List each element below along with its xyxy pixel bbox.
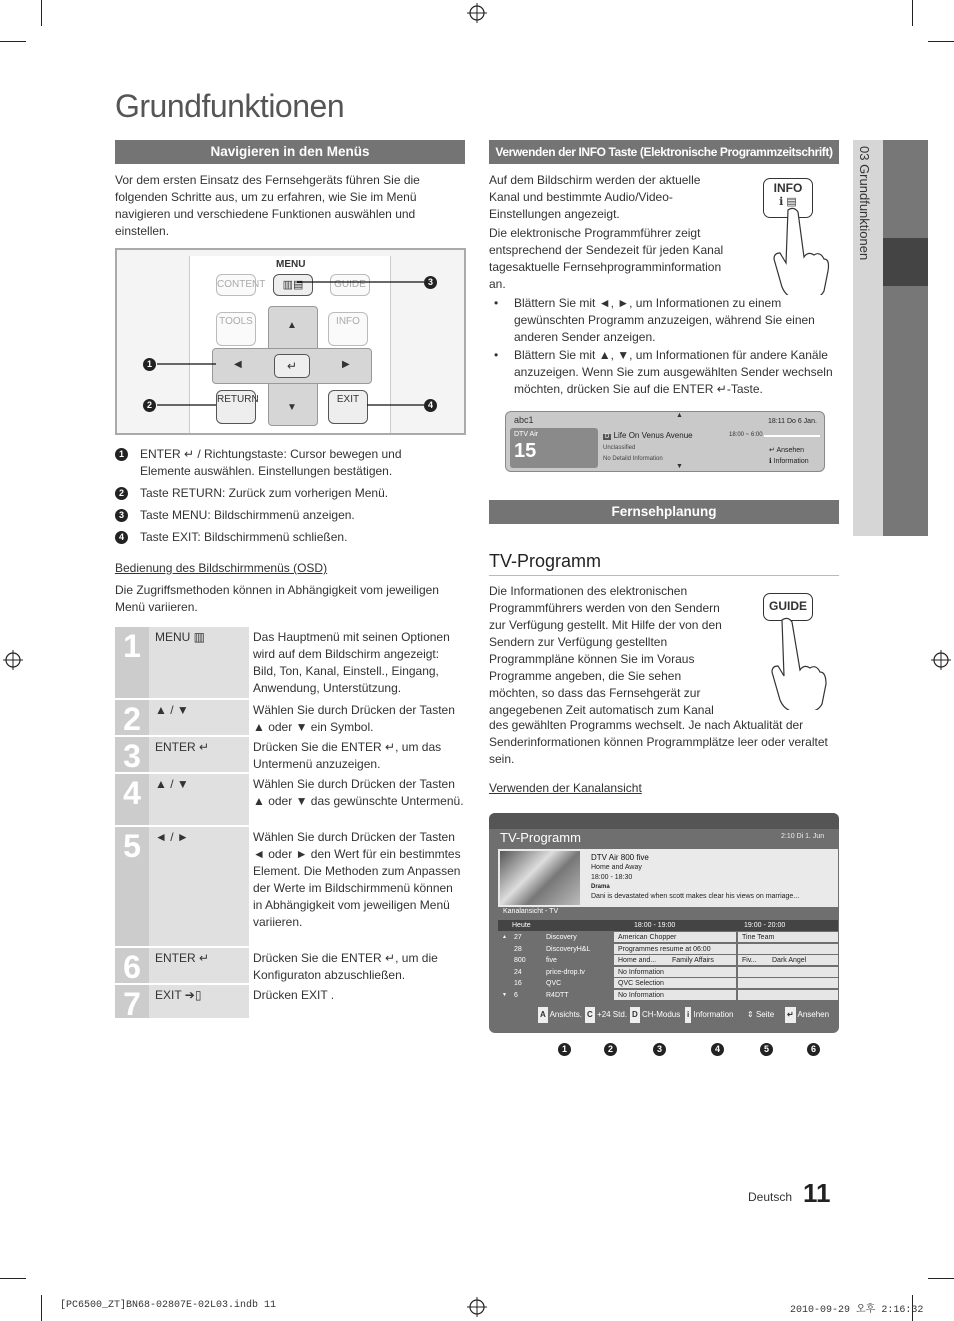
info-scroll-up-icon: ▲ xyxy=(676,412,683,419)
bullet-dot: • xyxy=(494,348,499,362)
info-channel-box xyxy=(510,428,598,468)
step-desc: Wählen Sie durch Drücken der Tasten ▲ oder ▼ ein Symbol. xyxy=(253,703,455,734)
footer-label: CH-Modus xyxy=(642,1010,681,1019)
step-row xyxy=(115,827,465,948)
legend-item xyxy=(115,446,445,482)
guide-cell[interactable] xyxy=(738,944,838,954)
info-slot: 18:00 ~ 6:00 xyxy=(729,432,763,438)
guide-row[interactable] xyxy=(498,978,838,989)
guide-row[interactable] xyxy=(498,990,838,1001)
menu-label: MENU xyxy=(276,259,306,270)
info-scroll-down-icon: ▼ xyxy=(676,463,683,470)
footer-label: +24 Std. xyxy=(597,1010,628,1019)
step-row xyxy=(115,700,465,737)
footer-label: Seite xyxy=(755,1010,775,1019)
step-desc: Wählen Sie durch Drücken der Tasten ▲ oder ▼ das gewünschte Untermenü. xyxy=(253,777,464,808)
guide-marker-5: 5 xyxy=(760,1043,773,1056)
footer-item xyxy=(585,1007,627,1023)
tools-label: TOOLS xyxy=(219,316,253,327)
registration-mark-icon xyxy=(467,1297,487,1317)
guide-row-channel: five xyxy=(546,957,557,964)
step-num: 2 xyxy=(115,700,149,735)
step-num: 5 xyxy=(115,827,149,946)
info-screen xyxy=(505,411,825,472)
guide-row-num: 28 xyxy=(514,945,522,953)
page-title: Grundfunktionen xyxy=(115,88,345,124)
osd-text: Die Zugriffsmethoden können in Abhängigkeit vom jeweiligen Menü variieren. xyxy=(115,583,439,614)
step-num: 3 xyxy=(115,737,149,772)
guide-marker-3: 3 xyxy=(653,1043,666,1056)
footer-item xyxy=(685,1007,734,1023)
dtv-icon: D xyxy=(605,434,610,440)
legend-num: 2 xyxy=(115,487,128,500)
intro-text: Vor dem ersten Einsatz des Fernsehgeräts führen Sie die folgenden Schritte aus, um zu erfahren, wie Sie im Menü navigieren und verschiedene Funktionen auswählen und einstellen. xyxy=(115,173,420,238)
registration-mark-icon xyxy=(931,650,951,670)
registration-mark-icon xyxy=(3,650,23,670)
guide-program: QVC Selection xyxy=(618,980,664,987)
guide-date: 2:10 Di 1. Jun xyxy=(781,833,825,840)
info-channel-num: 15 xyxy=(514,440,537,462)
legend-text: ENTER ↵ / Richtungstaste: Cursor bewegen und Elemente auswählen. Einstellungen bestätigen. xyxy=(140,447,402,478)
step-key: ▲ / ▼ xyxy=(149,700,249,735)
registration-mark-icon xyxy=(467,3,487,23)
enter-icon: ↵ xyxy=(785,1007,796,1023)
step-key: ENTER ↵ xyxy=(149,948,249,983)
legend-item xyxy=(115,485,445,503)
guide-prog-desc: Dani is devastated when scott makes clear his views on marriage... xyxy=(591,893,800,900)
info-icon: i xyxy=(685,1007,691,1023)
tv-heading: TV-Programm xyxy=(489,551,602,571)
guide-marker-2: 2 xyxy=(604,1043,617,1056)
crop-mark xyxy=(928,1278,954,1279)
bullet-text: Blättern Sie mit ◄, ►, um Informationen zu einem gewünschten Programm anzuzeigen, während Sie einen anderen Sender anzeigen. xyxy=(514,296,815,344)
legend-item xyxy=(115,507,445,525)
guide-marker-6: 6 xyxy=(807,1043,820,1056)
guide-button: GUIDE xyxy=(330,274,370,296)
guide-row[interactable] xyxy=(498,932,838,943)
guide-screen xyxy=(489,813,839,1033)
right-arrow-icon: ▶ xyxy=(342,359,350,370)
content-button: CONTENT xyxy=(216,274,256,296)
footer-page-number: 11 xyxy=(803,1178,831,1208)
guide-program: Family Affairs xyxy=(672,957,714,964)
step-key: EXIT ➔▯ xyxy=(149,985,249,1018)
section-title-fernsehplanung: Fernsehplanung xyxy=(489,500,839,524)
down-arrow-icon: ▼ xyxy=(287,402,297,413)
step-desc: Wählen Sie durch Drücken der Tasten ◄ oder ► den Wert für ein bestimmtes Element. Die Methoden zum Anpassen der Werte im Bildschirmmenü können in Abhängigkeit vom jeweiligen Menü variieren. xyxy=(253,830,461,929)
guide-row-num: 6 xyxy=(514,991,518,999)
info-source: DTV Air xyxy=(514,431,539,438)
bullet-2 xyxy=(494,347,839,398)
crop-mark xyxy=(41,1295,42,1321)
info-icon: ℹ ▤ xyxy=(779,196,797,208)
footer-file: [PC6500_ZT]BN68-02807E-02L03.indb 11 xyxy=(60,1300,277,1311)
legend-num: 4 xyxy=(115,531,128,544)
info-action1-label: Ansehen xyxy=(776,447,805,454)
guide-header-bar xyxy=(489,813,839,829)
guide-row-channel: R4DTT xyxy=(546,991,569,999)
step-num: 6 xyxy=(115,948,149,983)
section-title-navigation: Navigieren in den Menüs xyxy=(115,140,465,164)
return-label: RETURN xyxy=(217,394,259,405)
section-title-info: Verwenden der INFO Taste (Elektronische Programmzeitschrift) xyxy=(489,140,839,164)
step-row xyxy=(115,985,465,1020)
info-channel-name: abc1 xyxy=(514,415,534,425)
callout-lines xyxy=(117,250,466,435)
step-desc: Drücken Sie die ENTER ↵, um die Konfiguraton abzuschließen. xyxy=(253,951,438,982)
bullet-1 xyxy=(494,295,839,346)
guide-view-label: Kanalansicht - TV xyxy=(503,908,559,915)
guide-row-num: 16 xyxy=(514,980,522,987)
guide-row[interactable] xyxy=(498,967,838,978)
info-button-label: INFO xyxy=(773,181,803,195)
up-arrow-icon: ▲ xyxy=(287,320,297,331)
guide-cell[interactable] xyxy=(738,978,838,988)
step-num: 7 xyxy=(115,985,149,1018)
step-desc: Drücken Sie die ENTER ↵, um das Untermenü anzuzeigen. xyxy=(253,740,442,771)
bullet-text: Blättern Sie mit ▲, ▼, um Informationen für andere Kanäle anzuzeigen. Wenn Sie zum ausgewählten Sender wechseln möchten, drücken Sie auf die ENTER ↵-Taste. xyxy=(514,348,833,396)
guide-cell[interactable] xyxy=(738,967,838,977)
kanal-heading: Verwenden der Kanalansicht xyxy=(489,781,642,795)
guide-thumbnail xyxy=(500,851,580,905)
step-row xyxy=(115,948,465,985)
bullet-dot: • xyxy=(494,296,499,310)
sidebar-marker xyxy=(883,238,928,286)
guide-row[interactable] xyxy=(498,955,838,966)
guide-row-channel: QVC xyxy=(546,980,562,987)
scroll-down-icon: ▼ xyxy=(502,991,507,998)
legend-text: Taste RETURN: Zurück zum vorherigen Menü. xyxy=(140,486,389,500)
legend-num: 1 xyxy=(115,448,128,461)
guide-footer xyxy=(489,1007,839,1023)
guide-program: Fiv... xyxy=(742,957,757,964)
guide-col-today: Heute xyxy=(512,922,531,929)
guide-program: No Information xyxy=(618,991,664,999)
info-program xyxy=(603,431,693,440)
guide-row-channel: price-drop.tv xyxy=(546,968,585,976)
crop-mark xyxy=(41,0,42,26)
step-row xyxy=(115,737,465,774)
footer-language: Deutsch xyxy=(748,1190,793,1204)
step-row xyxy=(115,774,465,827)
tv-text-narrow: Die Informationen des elektronischen Programmführers werden von den Sendern zur Verfügung gestellt. Mit Hilfe der von den Sendern zur Verfügung gestellten Programmpläne können Sie im Voraus Programme angeben, die Sie sehen möchten, so dass das Fernsehgerät zur angegebenen Zeit automatisch zum Kanal xyxy=(489,584,722,717)
legend-item xyxy=(115,529,445,547)
guide-prog-channel: DTV Air 800 five xyxy=(591,853,649,862)
guide-program: Home and... xyxy=(618,957,657,964)
guide-prog-time: 18:00 - 18:30 xyxy=(591,874,633,881)
key-a-icon: A xyxy=(538,1007,548,1023)
guide-row-num: 24 xyxy=(514,968,522,976)
legend-text: Taste EXIT: Bildschirmmenü schließen. xyxy=(140,530,348,544)
guide-row-num: 800 xyxy=(514,957,526,964)
guide-grid-header xyxy=(498,920,838,931)
guide-program: Tine Team xyxy=(742,934,775,941)
info-action-info: ℹ Information xyxy=(769,458,809,465)
guide-button-illustration: GUIDE xyxy=(763,593,813,621)
footer-item xyxy=(785,1007,829,1023)
footer-label: Information xyxy=(693,1010,734,1019)
sidebar-label: 03 Grundfunktionen xyxy=(857,146,872,261)
info-action2-label: Information xyxy=(773,458,809,465)
tv-text-wide: des gewählten Programms wechselt. Je nach Aktualität der Senderinformationen können Programmplätze leer oder veraltet sein. xyxy=(489,718,828,766)
info-label: INFO xyxy=(336,316,360,327)
left-arrow-icon: ◀ xyxy=(234,359,242,370)
guide-prog-genre: Drama xyxy=(591,884,610,890)
info-progress-bar xyxy=(764,435,820,437)
guide-program: American Chopper xyxy=(618,934,677,941)
sidebar-strip xyxy=(883,140,928,536)
info-program-name: Life On Venus Avenue xyxy=(613,431,693,440)
guide-row-channel: Discovery xyxy=(546,934,577,941)
step-key: ENTER ↵ xyxy=(149,737,249,772)
step-desc: Das Hauptmenü mit seinen Optionen wird auf dem Bildschirm angezeigt: Bild, Ton, Kanal, Einstell., Eingang, Anwendung, Unterstützung. xyxy=(253,630,450,695)
footer-item xyxy=(747,1007,774,1023)
page-updown-icon: ⇕ xyxy=(747,1010,754,1019)
tv-heading-rule xyxy=(489,575,839,576)
info-rating: Unclassified xyxy=(603,445,636,451)
guide-marker-1: 1 xyxy=(558,1043,571,1056)
step-desc: Drücken EXIT . xyxy=(253,988,335,1002)
legend-text: Taste MENU: Bildschirmmenü anzeigen. xyxy=(140,508,355,522)
guide-program: No Information xyxy=(618,968,664,976)
crop-mark xyxy=(0,41,26,42)
step-num: 4 xyxy=(115,774,149,825)
hand-icon xyxy=(770,615,830,710)
hand-icon xyxy=(770,205,830,295)
callout-2: 2 xyxy=(143,399,156,412)
guide-col-t1: 18:00 - 19:00 xyxy=(634,922,676,929)
crop-mark xyxy=(0,1278,26,1279)
key-d-icon: D xyxy=(630,1007,640,1023)
callout-3: 3 xyxy=(424,276,437,289)
menu-button: ▥▤ xyxy=(273,274,313,296)
guide-row[interactable] xyxy=(498,944,838,955)
crop-mark xyxy=(912,0,913,26)
step-key: ▲ / ▼ xyxy=(149,774,249,825)
exit-label: EXIT xyxy=(336,394,360,405)
footer-date: 2010-09-29 오후 2:16:32 xyxy=(790,1305,924,1316)
guide-program: Programmes resume at 06:00 xyxy=(618,945,711,953)
info-paragraph-2: Die elektronische Programmführer zeigt entsprechend der Sendezeit für jeden Kanal tagesaktuelle Fernsehprogramminformation an. xyxy=(489,226,724,291)
guide-cell[interactable] xyxy=(738,990,838,1000)
enter-button: ↵ xyxy=(274,354,310,378)
footer-label: Ansehen xyxy=(797,1010,830,1019)
footer-item xyxy=(538,1007,582,1023)
info-paragraph-1: Auf dem Bildschirm werden der aktuelle Kanal und bestimmte Audio/Video-Einstellungen angezeigt. xyxy=(489,173,701,221)
step-row xyxy=(115,627,465,700)
step-key: ◄ / ► xyxy=(149,827,249,946)
scroll-up-icon: ▲ xyxy=(502,934,507,940)
guide-row-channel: DiscoveryH&L xyxy=(546,945,591,953)
step-num: 1 xyxy=(115,627,149,698)
footer-label: Ansichts. xyxy=(549,1010,583,1019)
footer-item xyxy=(630,1007,680,1023)
info-time: 18:11 Do 6 Jan. xyxy=(768,418,817,425)
guide-prog-name: Home and Away xyxy=(591,864,642,871)
key-c-icon: C xyxy=(585,1007,595,1023)
callout-1: 1 xyxy=(143,358,156,371)
guide-program: Dark Angel xyxy=(772,957,807,964)
step-key: MENU ▥ xyxy=(149,627,249,698)
legend-num: 3 xyxy=(115,509,128,522)
guide-title: TV-Programm xyxy=(500,830,581,845)
guide-markers xyxy=(489,1043,839,1057)
guide-col-t2: 19:00 - 20:00 xyxy=(744,922,786,929)
crop-mark xyxy=(928,41,954,42)
guide-info-box xyxy=(498,849,838,907)
info-action-watch: ↵ Ansehen xyxy=(769,447,805,454)
callout-4: 4 xyxy=(424,399,437,412)
osd-heading: Bedienung des Bildschirmmenüs (OSD) xyxy=(115,561,328,575)
guide-row-num: 27 xyxy=(514,934,522,941)
remote-illustration xyxy=(115,248,466,435)
guide-marker-4: 4 xyxy=(711,1043,724,1056)
info-detail: No Detaild Information xyxy=(603,456,663,462)
